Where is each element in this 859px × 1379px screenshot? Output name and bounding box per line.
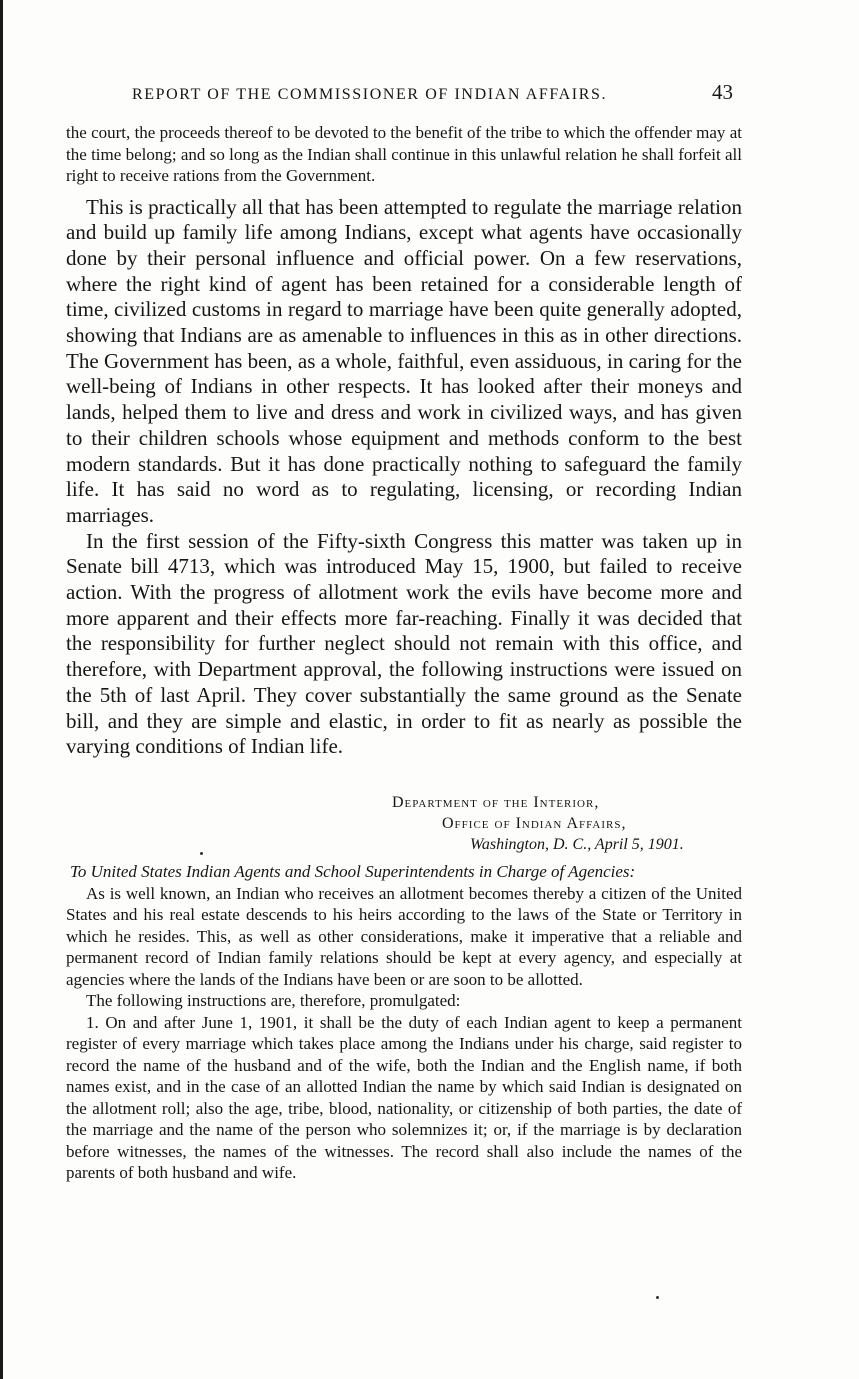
continuation-paragraph: the court, the proceeds thereof to be devoted to the benefit of the tribe to which the offender may at the time belong; and so long as the Indian shall continue in this unlawful relation he shall forfeit all right to receive rations from the Government.: [66, 123, 742, 185]
letter-paragraph: As is well known, an Indian who receives an allotment becomes thereby a citizen of the United States and his real estate descends to his heirs according to the laws of the State or Territory in which he resides. This, as well as other considerations, make it imperative that a reliable and permanent record of Indian family relations should be kept at every agency, and especially at agencies where the lands of the Indians have been or are soon to be allotted.: [66, 883, 742, 989]
letter-office: Office of Indian Affairs,: [442, 814, 627, 832]
page-edge: [0, 0, 3, 1379]
print-speck: [656, 1296, 659, 1299]
running-head: REPORT OF THE COMMISSIONER OF INDIAN AFFAIRS.: [132, 86, 608, 103]
page-body: [66, 122, 742, 1184]
page-number: 43: [712, 80, 733, 104]
letter-paragraph: The following instructions are, therefore, promulgated:: [86, 991, 461, 1011]
body-paragraph: In the first session of the Fifty-sixth Congress this matter was taken up in Senate bill 4713, which was introduced May 15, 1900, but failed to receive action. With the progress of allotment work the evils have become more and more apparent and their effects more far-reaching. Finally it was decided that the responsibility for further neglect should not remain with this office, and therefore, with Department approval, the following instructions were issued on the 5th of last April. They cover substantially the same ground as the Senate bill, and they are simple and elastic, in order to fit as nearly as possible the varying conditions of Indian life.: [66, 528, 742, 759]
letter-heading: [66, 792, 742, 855]
letter-salutation: To United States Indian Agents and School Superintendents in Charge of Agencies:: [70, 861, 636, 881]
page-header: [0, 80, 859, 110]
letter-department: Department of the Interior,: [392, 793, 600, 811]
letter-place-date: Washington, D. C., April 5, 1901.: [470, 835, 684, 853]
body-paragraph: This is practically all that has been attempted to regulate the marriage relation and build up family life among Indians, except what agents have occasionally done by their personal influence and official power. On a few reservations, where the right kind of agent has been retained for a considerable length of time, civilized customs in regard to marriage have been quite generally adopted, showing that Indians are as amenable to influences in this as in other directions. The Government has been, as a whole, faithful, even assiduous, in caring for the well-being of Indians in other respects. It has looked after their moneys and lands, helped them to live and dress and work in civilized ways, and has given to their children schools whose equipment and methods conform to the best modern standards. But it has done practically nothing to safeguard the family life. It has said no word as to regulating, licensing, or recording Indian marriages.: [66, 194, 742, 527]
letter-paragraph: 1. On and after June 1, 1901, it shall be the duty of each Indian agent to keep a permanent register of every marriage which takes place among the Indians under his charge, said register to record the name of the husband and of the wife, both the Indian and the English name, if both names exist, and in the case of an allotted Indian the name by which said Indian is designated on the allotment roll; also the age, tribe, blood, nationality, or citizenship of both parties, the date of the marriage and the name of the person who solemnizes it; or, if the marriage is by declaration before witnesses, the names of the witnesses. The record shall also include the names of the parents of both husband and wife.: [66, 1012, 742, 1183]
print-speck: [200, 852, 203, 855]
